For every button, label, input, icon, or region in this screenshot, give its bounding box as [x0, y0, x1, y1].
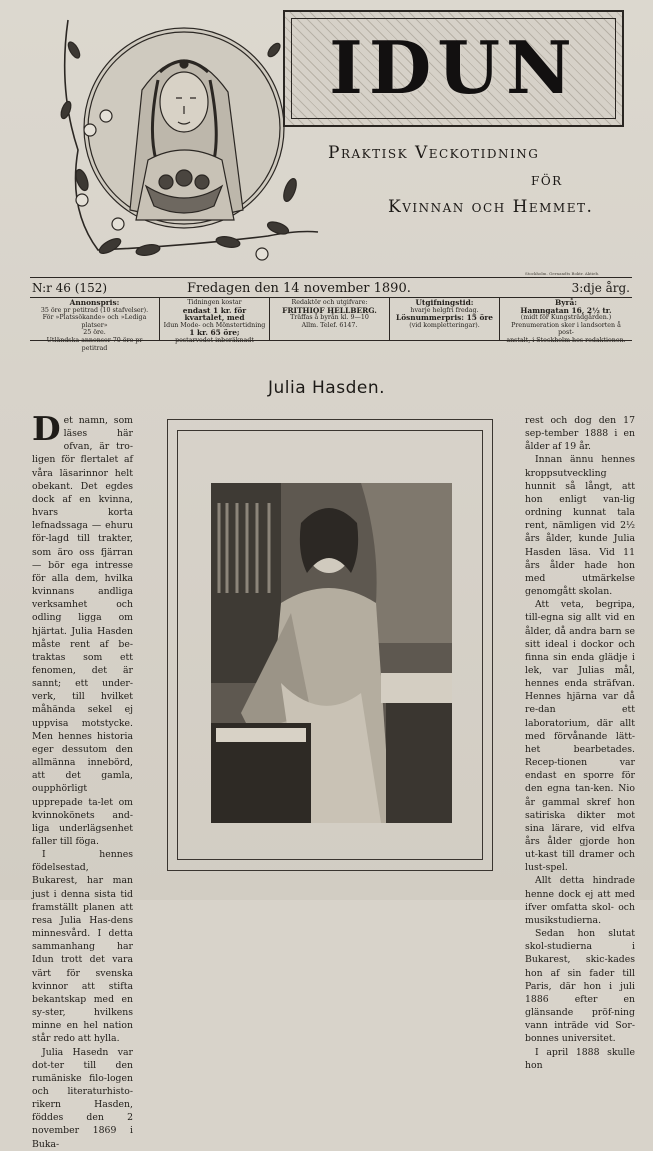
newspaper-title: IDUN — [329, 25, 578, 110]
info-box-line: endast 1 kr. för kvartalet, med — [182, 305, 247, 323]
title-panel — [283, 10, 624, 127]
info-box-head: Utgifningstid: — [415, 298, 474, 307]
info-box-line: 25 öre. — [83, 329, 106, 337]
article-paragraph: Att veta, begripa, till-egna sig allt vid en ålder, då andra barn se sitt ideal i dockor och finna sin enda glädje i lek, var Julias mål, hennes enda sträfvan. Hennes hjärna var då re-dan ett laboratorium, där allt med förvånande lätt-het bearbetades. Recep-tionen var endast en sporre för den egna tan-ken. Nio år gammal skref hon satiriska dikter mot sina lärare, vid elfva års ålder gjorde hon ut-kast till dramer och lust-spel. — [525, 599, 635, 874]
article-paragraph: rest och dog den 17 sep-tember 1888 i en ålder af 19 år. — [525, 415, 635, 453]
article-paragraph: I hennes födelsestad, Bukarest, har man just i denna sista tid framställt planen att resa Julia Has-dens minnesvård. I detta sammanhang har Idun trott det vara värt för svenska kvinnor att stifta bekantskap med en sy-ster, hvilkens minne en hel nation står redo att hylla. — [32, 849, 133, 1045]
article-paragraph: Julia Hasedn var dot-ter till den rumäniske filo-logen och literaturhisto-rikern Hasden, föddes den 2 november 1869 i Buka- — [32, 1046, 133, 1150]
info-box-subscription — [160, 298, 270, 340]
info-box-line: 35 öre pr petitrad (10 stafvelser). — [40, 306, 149, 314]
masthead-vignette-illustration — [38, 10, 323, 272]
portrait-engraving-image — [211, 483, 452, 823]
article-paragraph — [32, 409, 133, 848]
info-box-publication — [390, 298, 500, 340]
info-box-line: (midt för Kungsträdgården.) — [520, 314, 612, 322]
article-title: Julia Hasden. — [267, 378, 386, 398]
article-right-column — [525, 414, 635, 1072]
paragraph-text: et namn, som läses här ofvan, är tro-ligen för flertalet af våra läsarinnor helt obekant. Det egdes dock af en kvinna, hvars korta lefnadssaga — ehuru för-lagd till trakter, som äro oss fjärran — bör ega intresse för alla dem, hvilka kvinnans andliga verksamhet och odling ligga om hjärtat. Julia Hasden måste rent af be-traktas som ett fenomen, det är sannt; ett under-verk, till hvilket måhända sekel ej uppvisa motstycke. Men hennes historia eger dessutom den allmänna innebörd, att det gamla, oupphörligt upprepade ta-let om kvinnokönets and-liga underlägsenhet faller till föga. — [32, 415, 133, 847]
info-box-head: Annonspris: — [69, 298, 120, 307]
info-box-line: hvarje helgfri fredag. — [410, 306, 479, 314]
issue-line — [32, 279, 630, 297]
issue-date: Fredagen den 14 november 1890. — [187, 280, 411, 296]
info-box-line: För »Platssökande» och »Lediga platser» — [42, 314, 147, 329]
issue-number: N:r 46 (152) — [32, 281, 108, 295]
info-box-line: Hamngatan 16, 2½ tr. — [520, 305, 612, 315]
info-box-head: Redaktör och utgifvare: — [291, 299, 368, 306]
article-paragraph: I april 1888 skulle hon — [525, 1046, 635, 1071]
info-box-line: Allm. Telef. 6147. — [301, 321, 358, 329]
drop-cap: D — [32, 409, 61, 448]
info-box-line: Träffas å byrån kl. 9—10 — [290, 314, 369, 322]
info-box-line: Idun Mode- och Mönstertidning — [163, 321, 266, 329]
info-box-line: (vid kompletteringar). — [409, 321, 480, 329]
info-box-office — [500, 298, 632, 340]
info-box-editor — [270, 298, 390, 340]
article-paragraph: Sedan hon slutat skol-studierna i Bukarest, skic-kades hon af sin fader till Paris, där hon i juli 1886 efter en glänsande pröf-ning vann inträde vid Sor-bonnes universitet. — [525, 928, 635, 1045]
rule-top — [30, 277, 632, 278]
article-paragraph: Innan ännu hennes kroppsutveckling hunnit så långt, att hon enligt van-lig ordning kunnat tala rent, nämligen vid 2½ års ålder, kunde Julia Hasden läsa. Vid 11 års ålder hade hon med utmärkelse genomgått skolan. — [525, 454, 635, 598]
info-box-head: Byrå: — [555, 298, 577, 307]
info-box-line: 1 kr. 65 öre; — [189, 328, 240, 338]
info-box-head: Tidningen kostar — [187, 299, 242, 306]
printer-imprint: Stockholm. Gernandts Boktr. Aktieb. — [525, 271, 600, 276]
subtitle-line-2: för — [531, 170, 563, 190]
article-paragraph: Allt detta hindrade henne dock ej att med ifver omfatta skol- och musikstudierna. — [525, 875, 635, 926]
subtitle-line-3: Kvinnan och Hemmet. — [388, 197, 594, 217]
rule-bottom — [30, 340, 632, 341]
info-box-line: petitrad — [81, 344, 108, 352]
subtitle-line-1: Praktisk Veckotidning — [328, 143, 540, 163]
newspaper-subtitle — [328, 140, 598, 221]
info-box-advertising — [30, 298, 160, 352]
info-box-line: FRITHIOF HELLBERG. — [282, 305, 377, 315]
issue-year: 3:dje årg. — [571, 281, 630, 295]
info-box-line: Lösnummerpris: 15 öre — [396, 313, 493, 323]
article-left-column — [32, 409, 133, 1151]
info-box-line: Prenumeration sker i landsorten å post- — [511, 321, 621, 337]
